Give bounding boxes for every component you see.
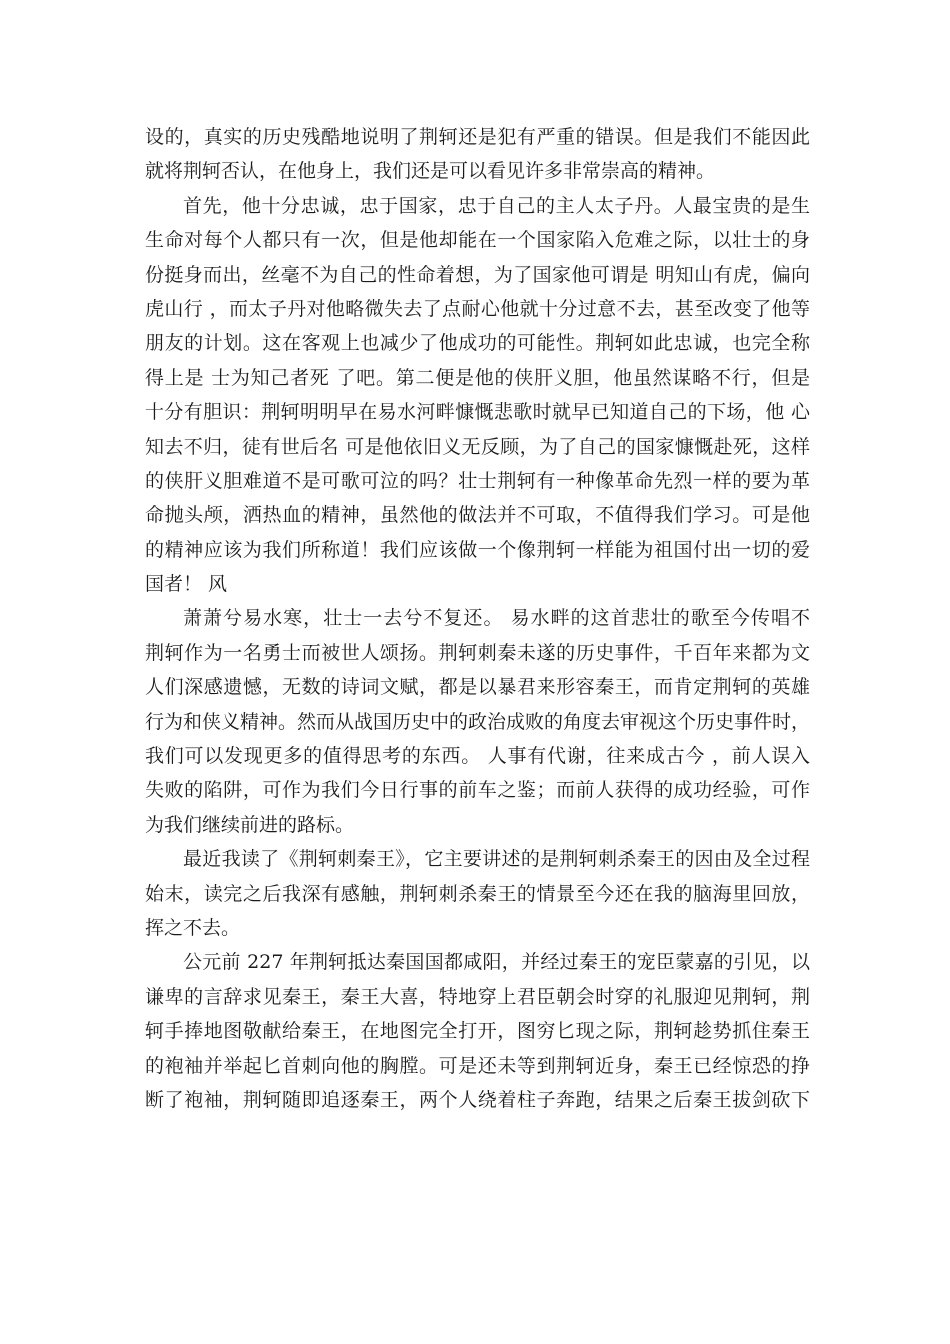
text-line: 十分有胆识：荆轲明明早在易水河畔慷慨悲歌时就早已知道自己的下场，他 心 xyxy=(145,401,810,424)
text-line: 命抛头颅，洒热血的精神，虽然他的做法并不可取，不值得我们学习。可是他 xyxy=(145,504,810,527)
text-line: 挥之不去。 xyxy=(145,916,241,939)
text-line: 断了袍袖，荆轲随即追逐秦王，两个人绕着柱子奔跑，结果之后秦王拔剑砍下 xyxy=(145,1088,810,1111)
text-line: 萧萧兮易水寒，壮士一去兮不复还。 易水畔的这首悲壮的歌至今传唱不 xyxy=(183,607,810,630)
text-line: 谦卑的言辞求见秦王，秦王大喜，特地穿上君臣朝会时穿的礼服迎见荆轲，荆 xyxy=(145,985,810,1008)
text-line: 失败的陷阱，可作为我们今日行事的前车之鉴；而前人获得的成功经验，可作 xyxy=(145,779,810,802)
text-line: 始末，读完之后我深有感触，荆轲刺杀秦王的情景至今还在我的脑海里回放， xyxy=(145,882,810,905)
text-line: 虎山行 ，而太子丹对他略微失去了点耐心他就十分过意不去，甚至改变了他等 xyxy=(145,297,810,320)
text-line: 设的，真实的历史残酷地说明了荆轲还是犯有严重的错误。但是我们不能因此 xyxy=(145,126,810,148)
text-line: 的精神应该为我们所称道！我们应该做一个像荆轲一样能为祖国付出一切的爱 xyxy=(145,538,810,561)
text-line: 为我们继续前进的路标。 xyxy=(145,813,355,836)
text-line: 荆轲作为一名勇士而被世人颂扬。荆轲刺秦未遂的历史事件，千百年来都为文 xyxy=(145,641,810,664)
body-text xyxy=(145,120,810,1117)
text-line: 人们深感遗憾，无数的诗词文赋，都是以暴君来形容秦王，而肯定荆轲的英雄 xyxy=(145,676,810,699)
text-line: 最近我读了《荆轲刺秦王》，它主要讲述的是荆轲刺杀秦王的因由及全过程 xyxy=(183,848,810,871)
text-line: 行为和侠义精神。然而从战国历史中的政治成败的角度去审视这个历史事件时， xyxy=(145,710,810,733)
text-line: 份挺身而出，丝毫不为自己的性命着想，为了国家他可谓是 明知山有虎，偏向 xyxy=(145,263,810,286)
text-line: 的袍袖并举起匕首刺向他的胸膛。可是还未等到荆轲近身，秦王已经惊恐的挣 xyxy=(145,1054,810,1077)
text-line: 就将荆轲否认，在他身上，我们还是可以看见许多非常崇高的精神。 xyxy=(145,160,716,183)
text-line: 国者！ 风 xyxy=(145,573,228,596)
text-line: 公元前 227 年荆轲抵达秦国国都咸阳，并经过秦王的宠臣蒙嘉的引见，以 xyxy=(183,951,810,974)
text-line: 知去不归，徒有世后名 可是他依旧义无反顾，为了自己的国家慷慨赴死，这样 xyxy=(145,435,810,458)
text-line: 首先，他十分忠诚，忠于国家，忠于自己的主人太子丹。人最宝贵的是生 xyxy=(183,194,810,217)
text-line: 得上是 士为知己者死 了吧。第二便是他的侠肝义胆，他虽然谋略不行，但是 xyxy=(145,366,810,389)
text-line: 我们可以发现更多的值得思考的东西。 人事有代谢，往来成古今 ，前人误入 xyxy=(145,745,810,768)
text-line: 生命对每个人都只有一次，但是他却能在一个国家陷入危难之际，以壮士的身 xyxy=(145,229,810,252)
text-line: 的侠肝义胆难道不是可歌可泣的吗？壮士荆轲有一种像革命先烈一样的要为革 xyxy=(145,469,810,492)
text-line: 朋友的计划。这在客观上也减少了他成功的可能性。荆轲如此忠诚，也完全称 xyxy=(145,332,810,355)
text-line: 轲手捧地图敬献给秦王，在地图完全打开，图穷匕现之际，荆轲趁势抓住秦王 xyxy=(145,1020,810,1043)
